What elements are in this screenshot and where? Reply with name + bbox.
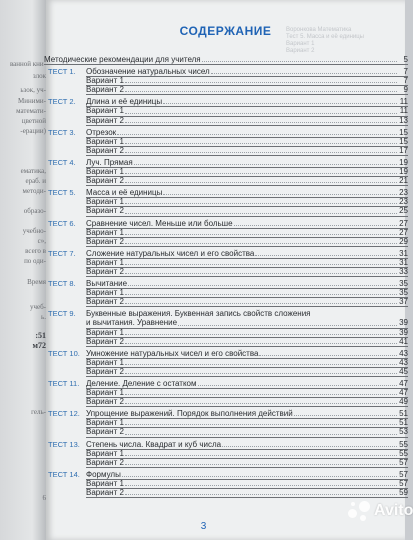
toc-variant-row bbox=[48, 137, 408, 146]
page-ref: 7 bbox=[403, 76, 408, 86]
toc-variant-row bbox=[48, 388, 408, 397]
page-ref: 43 bbox=[399, 357, 408, 367]
dot-leader bbox=[294, 409, 397, 416]
left-page-fragment: ванной кни- bbox=[9, 60, 46, 68]
toc-variant-row bbox=[48, 106, 408, 115]
dot-leader bbox=[125, 458, 397, 465]
toc-variant-row bbox=[48, 76, 408, 85]
dot-leader bbox=[117, 128, 397, 135]
left-page-fragment: -ерации) bbox=[20, 127, 46, 135]
toc-test-label: ТЕСТ 4. bbox=[48, 157, 76, 167]
left-page-edge bbox=[0, 0, 46, 540]
toc-test-label: ТЕСТ 12. bbox=[48, 409, 80, 419]
toc-test-row bbox=[48, 470, 408, 479]
toc-test-row bbox=[48, 97, 408, 106]
dot-leader bbox=[178, 318, 397, 325]
dot-leader bbox=[122, 470, 397, 477]
variant-title: Вариант 2 bbox=[86, 427, 124, 437]
entry-title: Степень числа. Квадрат и куб числа bbox=[86, 439, 222, 449]
page-ref: 33 bbox=[399, 266, 408, 276]
avito-watermark bbox=[348, 500, 413, 522]
variant-title: Вариант 1 bbox=[86, 357, 124, 367]
toc-test-label: ТЕСТ 7. bbox=[48, 248, 76, 258]
left-page-fragment: Миними- bbox=[18, 97, 46, 105]
dot-leader bbox=[125, 176, 397, 183]
variant-title: Вариант 1 bbox=[86, 106, 124, 116]
dot-leader bbox=[125, 388, 397, 395]
dot-leader bbox=[125, 449, 397, 456]
page-ref: 57 bbox=[399, 469, 408, 479]
page-title: СОДЕРЖАНИЕ bbox=[179, 24, 272, 38]
left-page-fragment: методи- bbox=[22, 187, 46, 195]
ghost-line: Тест 5. Масса и её единицы bbox=[286, 34, 364, 40]
toc-test-label: ТЕСТ 13. bbox=[48, 439, 80, 449]
entry-title: Формулы bbox=[86, 469, 121, 479]
page-number: 3 bbox=[200, 521, 207, 532]
left-page-fragment: :51 bbox=[35, 331, 46, 340]
toc-variant-row bbox=[48, 197, 408, 206]
dot-leader bbox=[125, 427, 397, 434]
toc-variant-row bbox=[48, 267, 408, 276]
toc-variant-row bbox=[48, 288, 408, 297]
variant-title: Вариант 2 bbox=[86, 206, 124, 216]
left-page-fragment: злок bbox=[32, 72, 46, 80]
toc-test-label: ТЕСТ 1. bbox=[48, 67, 76, 77]
entry-title: Вычитание bbox=[86, 279, 128, 289]
variant-title: Вариант 1 bbox=[86, 388, 124, 398]
dot-leader bbox=[125, 76, 397, 83]
variant-title: Вариант 1 bbox=[86, 418, 124, 428]
dot-leader bbox=[202, 55, 397, 62]
toc-test-label: ТЕСТ 5. bbox=[48, 188, 76, 198]
watermark-text: Avito bbox=[374, 502, 413, 519]
page-ref: 21 bbox=[399, 176, 408, 186]
toc-variant-row bbox=[48, 228, 408, 237]
page-ref: 57 bbox=[399, 457, 408, 467]
dot-leader bbox=[222, 440, 397, 447]
entry-title: Буквенные выражения. Буквенная запись свойств сложения bbox=[86, 309, 311, 319]
toc-test-row bbox=[48, 188, 408, 197]
left-page-fragment: с», bbox=[37, 237, 46, 245]
entry-title: Методические рекомендации для учителя bbox=[44, 55, 201, 64]
toc-test-label: ТЕСТ 11. bbox=[48, 379, 80, 388]
variant-title: Вариант 2 bbox=[86, 266, 124, 276]
toc-variant-row bbox=[48, 479, 408, 488]
dot-leader bbox=[125, 418, 397, 425]
entry-title: Отрезок bbox=[86, 127, 117, 137]
dot-leader bbox=[234, 219, 397, 226]
page-ref: 35 bbox=[399, 279, 408, 289]
variant-title: Вариант 1 bbox=[86, 136, 124, 146]
entry-title: Упрощение выражений. Порядок выполнения действий bbox=[86, 409, 293, 419]
dot-leader bbox=[125, 106, 397, 113]
toc-row bbox=[44, 55, 408, 64]
page-ref: 23 bbox=[399, 188, 408, 198]
dot-leader bbox=[163, 188, 397, 195]
toc-test-row bbox=[48, 158, 408, 167]
page-ref: 31 bbox=[399, 257, 408, 267]
variant-title: Вариант 2 bbox=[86, 488, 124, 498]
dot-leader bbox=[125, 197, 397, 204]
dot-leader bbox=[163, 97, 397, 104]
variant-title: Вариант 1 bbox=[86, 257, 124, 267]
dot-leader bbox=[125, 228, 397, 235]
page-ref: 55 bbox=[399, 448, 408, 458]
variant-title: Вариант 2 bbox=[86, 397, 124, 407]
variant-title: Вариант 2 bbox=[86, 236, 124, 246]
dot-leader bbox=[198, 379, 398, 386]
toc-variant-row bbox=[48, 85, 408, 94]
left-page-fragment: ь. bbox=[41, 313, 46, 321]
variant-title: Вариант 1 bbox=[86, 478, 124, 488]
toc-test-row bbox=[48, 440, 408, 449]
dot-leader bbox=[125, 297, 397, 304]
dot-leader bbox=[125, 237, 397, 244]
toc-test-label: ТЕСТ 14. bbox=[48, 469, 80, 479]
ghost-line: Воронкова Математика bbox=[286, 27, 352, 33]
toc-variant-row bbox=[48, 367, 408, 376]
page-ref: 53 bbox=[399, 427, 408, 437]
page-ref: 17 bbox=[399, 145, 408, 155]
dot-leader bbox=[125, 479, 397, 486]
page-ref: 49 bbox=[399, 397, 408, 407]
page-ref: 39 bbox=[399, 318, 408, 328]
dot-leader bbox=[125, 337, 397, 344]
toc-test-row bbox=[48, 309, 408, 318]
entry-title: Умножение натуральных чисел и его свойства bbox=[86, 348, 259, 358]
variant-title: Вариант 1 bbox=[86, 448, 124, 458]
page-ref: 11 bbox=[399, 106, 408, 116]
variant-title: Вариант 2 bbox=[86, 176, 124, 186]
page-ref: 55 bbox=[399, 439, 408, 449]
toc-variant-row bbox=[48, 449, 408, 458]
left-page-fragment: учебно- bbox=[22, 227, 46, 235]
variant-title: Вариант 2 bbox=[86, 145, 124, 155]
page-ref: 35 bbox=[399, 288, 408, 298]
left-page-fragment: ьзок, уч- bbox=[20, 86, 46, 94]
dot-leader bbox=[255, 249, 397, 256]
left-page-fragment: учеб- bbox=[29, 303, 46, 311]
variant-title: Вариант 2 bbox=[86, 366, 124, 376]
page-ref: 59 bbox=[399, 488, 408, 498]
toc-variant-row bbox=[48, 337, 408, 346]
variant-title: Вариант 1 bbox=[86, 327, 124, 337]
page-ref: 29 bbox=[399, 236, 408, 246]
variant-title: Вариант 2 bbox=[86, 336, 124, 346]
page-ref: 31 bbox=[399, 248, 408, 258]
toc-variant-row bbox=[48, 397, 408, 406]
left-page-fragment: всего в bbox=[25, 247, 46, 255]
toc-test-label: ТЕСТ 2. bbox=[48, 97, 76, 107]
page-ref: 7 bbox=[403, 67, 408, 77]
variant-title: Вариант 1 bbox=[86, 197, 124, 207]
toc-variant-row bbox=[48, 237, 408, 246]
toc-test-label: ТЕСТ 8. bbox=[48, 279, 76, 289]
page-ref: 51 bbox=[399, 409, 408, 419]
dot-leader bbox=[125, 358, 397, 365]
dot-leader bbox=[259, 349, 397, 356]
avito-logo-icon bbox=[348, 500, 370, 522]
entry-title: Деление. Деление с остатком bbox=[86, 379, 197, 388]
dot-leader bbox=[125, 146, 397, 153]
page-ref: 27 bbox=[399, 227, 408, 237]
ghost-line: Вариант 2 bbox=[286, 48, 315, 54]
toc-variant-row bbox=[48, 297, 408, 306]
table-of-contents bbox=[44, 55, 408, 498]
toc-test-label: ТЕСТ 9. bbox=[48, 309, 76, 319]
dot-leader bbox=[125, 488, 397, 495]
page-ref: 27 bbox=[399, 218, 408, 228]
dot-leader bbox=[125, 85, 397, 92]
toc-variant-row bbox=[48, 328, 408, 337]
left-page-fragment: математи- bbox=[16, 107, 46, 115]
toc-test-row bbox=[48, 349, 408, 358]
toc-test-label: ТЕСТ 6. bbox=[48, 218, 76, 228]
toc-test-row bbox=[48, 409, 408, 418]
dot-leader bbox=[125, 267, 397, 274]
entry-title: Масса и её единицы bbox=[86, 188, 163, 198]
dot-leader bbox=[211, 67, 397, 74]
ghost-line: Вариант 1 bbox=[286, 41, 315, 47]
dot-leader bbox=[312, 309, 398, 316]
toc-variant-row bbox=[48, 458, 408, 467]
page-ref: 51 bbox=[399, 418, 408, 428]
page-ref: 43 bbox=[399, 348, 408, 358]
variant-title: Вариант 2 bbox=[86, 297, 124, 307]
page-ref: 5 bbox=[403, 55, 408, 64]
page-ref bbox=[398, 309, 408, 318]
left-page-fragment: ераб. и bbox=[25, 177, 46, 185]
page-ref: 45 bbox=[399, 366, 408, 376]
left-page-fragment: гель- bbox=[31, 408, 46, 416]
dot-leader bbox=[134, 158, 397, 165]
page-ref: 25 bbox=[399, 206, 408, 216]
dot-leader bbox=[125, 206, 397, 213]
toc-variant-row bbox=[48, 427, 408, 436]
dot-leader bbox=[125, 328, 397, 335]
left-page-fragment: 6 bbox=[42, 494, 46, 502]
variant-title: Вариант 1 bbox=[86, 227, 124, 237]
toc-test-row bbox=[48, 279, 408, 288]
page-ref: 47 bbox=[399, 388, 408, 398]
toc-test-row bbox=[48, 219, 408, 228]
dot-leader bbox=[125, 288, 397, 295]
entry-title: Сравнение чисел. Меньше или больше bbox=[86, 218, 233, 228]
toc-test-row bbox=[48, 249, 408, 258]
page-ref: 57 bbox=[399, 478, 408, 488]
toc-variant-row bbox=[48, 418, 408, 427]
toc-variant-row bbox=[48, 258, 408, 267]
toc-variant-row bbox=[48, 167, 408, 176]
toc-variant-row bbox=[48, 176, 408, 185]
page-ref: 15 bbox=[399, 127, 408, 137]
entry-title: и вычитания. Уравнение bbox=[86, 318, 178, 328]
toc-row bbox=[48, 318, 408, 327]
variant-title: Вариант 2 bbox=[86, 457, 124, 467]
toc-variant-row bbox=[48, 146, 408, 155]
dot-leader bbox=[125, 116, 397, 123]
toc-variant-row bbox=[48, 488, 408, 497]
variant-title: Вариант 1 bbox=[86, 288, 124, 298]
dot-leader bbox=[125, 397, 397, 404]
toc-test-label: ТЕСТ 3. bbox=[48, 127, 76, 137]
toc-entry bbox=[86, 488, 408, 498]
page-ref: 37 bbox=[399, 297, 408, 307]
dot-leader bbox=[125, 367, 397, 374]
toc-variant-row bbox=[48, 116, 408, 125]
toc-variant-row bbox=[48, 206, 408, 215]
page-ref: 19 bbox=[399, 167, 408, 177]
page-ref: 41 bbox=[399, 336, 408, 346]
dot-leader bbox=[128, 279, 397, 286]
left-page-fragment: м72 bbox=[32, 341, 46, 350]
variant-title: Вариант 2 bbox=[86, 85, 124, 95]
toc-variant-row bbox=[48, 358, 408, 367]
left-page-fragment: по оди- bbox=[24, 257, 46, 265]
toc-entry bbox=[86, 309, 408, 318]
dot-leader bbox=[125, 167, 397, 174]
toc-test-row bbox=[48, 128, 408, 137]
entry-title: Обозначение натуральных чисел bbox=[86, 67, 210, 77]
page-ref: 47 bbox=[399, 379, 408, 388]
variant-title: Вариант 1 bbox=[86, 76, 124, 86]
entry-title: Сложение натуральных чисел и его свойства bbox=[86, 248, 255, 258]
entry-title: Луч. Прямая bbox=[86, 157, 133, 167]
toc-test-row bbox=[48, 379, 408, 388]
dot-leader bbox=[125, 258, 397, 265]
left-page-fragment: ематика, bbox=[20, 167, 46, 175]
variant-title: Вариант 1 bbox=[86, 167, 124, 177]
page-ref: 9 bbox=[403, 85, 408, 95]
left-page-fragment: цветной bbox=[21, 117, 46, 125]
toc-test-row bbox=[48, 67, 408, 76]
variant-title: Вариант 2 bbox=[86, 115, 124, 125]
page-ref: 23 bbox=[399, 197, 408, 207]
page-ref: 15 bbox=[399, 136, 408, 146]
left-page-fragment: образо- bbox=[23, 207, 46, 215]
page-ref: 39 bbox=[399, 327, 408, 337]
dot-leader bbox=[125, 137, 397, 144]
page-ref: 13 bbox=[399, 115, 408, 125]
left-page-fragment: Время bbox=[27, 278, 46, 286]
toc-test-label: ТЕСТ 10. bbox=[48, 348, 80, 358]
page-ref: 11 bbox=[399, 97, 408, 107]
page-ref: 19 bbox=[399, 157, 408, 167]
book-page bbox=[44, 0, 413, 540]
entry-title: Длина и её единицы bbox=[86, 97, 163, 107]
